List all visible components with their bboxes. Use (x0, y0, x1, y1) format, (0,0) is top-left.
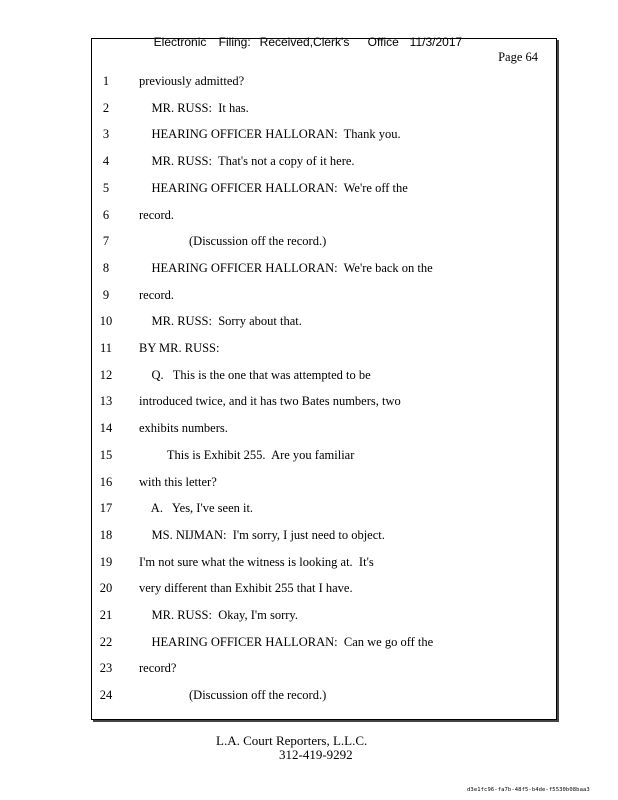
line-text: A. Yes, I've seen it. (139, 501, 254, 516)
line-text: HEARING OFFICER HALLORAN: Can we go off the (139, 634, 434, 649)
line-text: record? (139, 661, 177, 676)
transcript-line (0, 392, 600, 410)
line-number: 16 (99, 474, 113, 489)
filing-header-received: Received,Clerk's (259, 35, 350, 49)
transcript-line (0, 473, 600, 491)
line-number: 20 (99, 581, 113, 596)
transcript-line (0, 499, 600, 517)
line-text: MR. RUSS: It has. (139, 100, 249, 115)
line-number: 13 (99, 394, 113, 409)
line-text: MR. RUSS: Sorry about that. (139, 314, 302, 329)
line-number: 19 (99, 554, 113, 569)
transcript-line (0, 606, 600, 624)
filing-header-date: 11/3/2017 (409, 35, 463, 49)
line-text: MS. NIJMAN: I'm sorry, I just need to object. (139, 527, 385, 542)
line-number: 3 (102, 127, 110, 142)
line-text: previously admitted? (139, 74, 245, 88)
line-number: 8 (102, 260, 110, 275)
line-number: 4 (102, 154, 110, 169)
line-text: MR. RUSS: That's not a copy of it here. (139, 154, 355, 169)
transcript-line (0, 312, 600, 330)
line-text: with this letter? (139, 474, 217, 489)
transcript-line (0, 659, 600, 677)
transcript-line (0, 286, 600, 304)
transcript-line (0, 579, 600, 597)
filing-header-electronic: Electronic (153, 35, 207, 49)
line-text: This is Exhibit 255. Are you familiar (139, 447, 355, 462)
line-text: record. (139, 287, 175, 302)
line-text: record. (139, 207, 175, 222)
transcript-line (0, 259, 600, 277)
line-text: (Discussion off the record.) (139, 688, 327, 703)
transcript-line (0, 99, 600, 117)
footer-phone: 312-419-9292 (279, 747, 353, 762)
transcript-line (0, 446, 600, 464)
transcript-line (0, 152, 600, 170)
line-number: 2 (102, 100, 110, 115)
line-text: introduced twice, and it has two Bates numbers, two (139, 394, 401, 409)
transcript-line (0, 553, 600, 571)
line-number: 23 (99, 661, 113, 676)
line-number: 5 (102, 180, 110, 195)
line-number: 12 (99, 367, 113, 382)
line-text: I'm not sure what the witness is looking at. It's (139, 554, 374, 569)
transcript-line (0, 179, 600, 197)
line-text: HEARING OFFICER HALLORAN: We're off the (139, 180, 408, 195)
line-number: 1 (102, 74, 110, 88)
line-text: HEARING OFFICER HALLORAN: Thank you. (139, 127, 401, 142)
line-number: 10 (99, 314, 113, 329)
transcript-line (0, 339, 600, 357)
line-number: 14 (99, 421, 113, 436)
line-number: 6 (102, 207, 110, 222)
line-text: HEARING OFFICER HALLORAN: We're back on the (139, 260, 433, 275)
document-id: d3e1fc96-fa7b-48f5-b4de-f5530b08baa3 (467, 787, 590, 793)
transcript-line (0, 526, 600, 544)
line-number: 7 (102, 234, 110, 249)
line-text: exhibits numbers. (139, 421, 228, 436)
transcript-line (0, 125, 600, 143)
filing-header-filing: Filing: (218, 35, 251, 49)
line-number: 11 (99, 341, 113, 355)
footer-company: L.A. Court Reporters, L.L.C. (216, 733, 368, 748)
transcript-line (0, 633, 600, 651)
line-text: Q. This is the one that was attempted to be (139, 367, 371, 382)
transcript-line (0, 72, 600, 90)
transcript-line (0, 686, 600, 704)
line-text: (Discussion off the record.) (139, 234, 327, 249)
transcript-line (0, 232, 600, 250)
line-number: 17 (99, 501, 113, 516)
line-number: 24 (99, 688, 113, 703)
transcript-line (0, 419, 600, 437)
line-number: 18 (99, 527, 113, 542)
line-number: 22 (99, 634, 113, 649)
filing-header-office: Office (367, 35, 399, 49)
line-text: very different than Exhibit 255 that I have. (139, 581, 353, 596)
line-number: 21 (99, 608, 113, 622)
line-text: MR. RUSS: Okay, I'm sorry. (139, 608, 298, 622)
line-text: BY MR. RUSS: (139, 341, 220, 355)
transcript-line (0, 206, 600, 224)
page-number: Page 64 (498, 50, 538, 64)
transcript-line (0, 366, 600, 384)
line-number: 9 (102, 287, 110, 302)
line-number: 15 (99, 447, 113, 462)
